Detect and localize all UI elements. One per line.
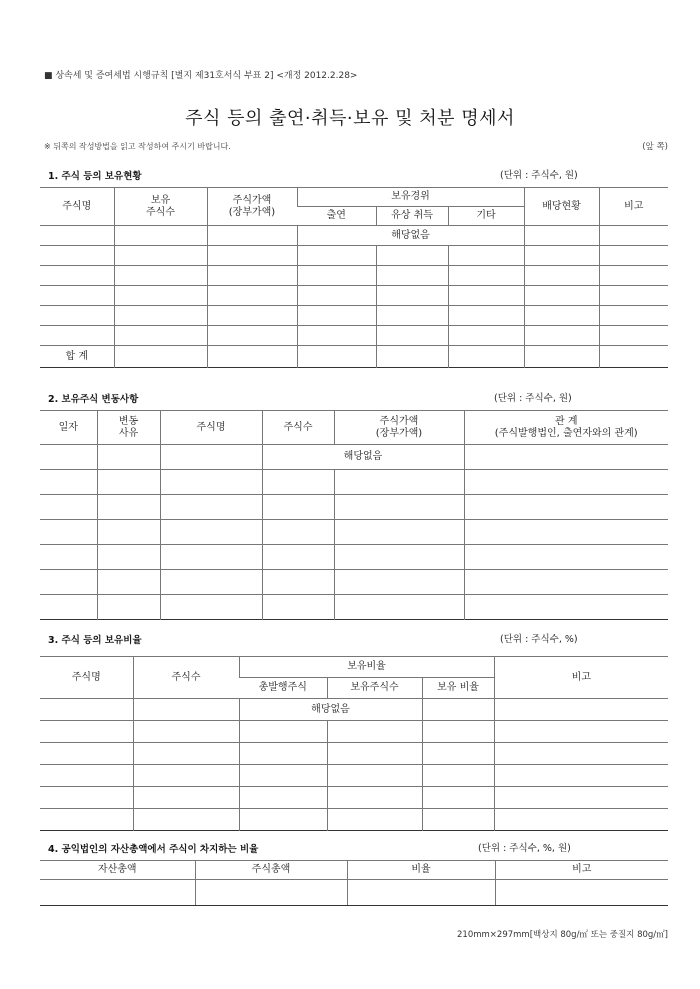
col-stock-price: 주식가액 (장부가액) <box>334 411 464 445</box>
col-remarks: 비고 <box>494 657 668 699</box>
section2-title: 2. 보유주식 변동사항 <box>48 394 139 405</box>
table-row <box>40 765 668 787</box>
col-stock-name: 주식명 <box>40 657 133 699</box>
holding-status-table <box>40 187 668 368</box>
section1-title: 1. 주식 등의 보유현황 <box>48 171 142 182</box>
table-row <box>40 595 668 620</box>
page-side-label: (앞 쪽) <box>642 142 668 152</box>
holding-ratio-table <box>40 656 668 831</box>
col-holding-ratio-group: 보유비율 <box>239 657 494 678</box>
paper-spec: 210mm×297mm[백상지 80g/㎡ 또는 중질지 80g/㎡] <box>457 930 668 940</box>
col-holding-path: 보유경위 <box>297 188 524 207</box>
table-row <box>40 326 668 346</box>
col-holding-ratio: 보유 비율 <box>422 678 494 699</box>
col-paid-acquisition: 유상 취득 <box>376 207 448 226</box>
table-row <box>40 445 668 470</box>
table-row <box>40 880 668 905</box>
col-stock-name: 주식명 <box>160 411 262 445</box>
table-row <box>40 721 668 743</box>
col-remarks: 비고 <box>599 188 668 226</box>
table-row <box>40 306 668 326</box>
table-row <box>40 809 668 831</box>
table-row <box>40 787 668 809</box>
section4-unit: (단위 : 주식수, %, 원) <box>478 843 571 854</box>
col-other: 기타 <box>448 207 524 226</box>
empty-notice: 해당없음 <box>297 226 524 246</box>
col-remarks: 비고 <box>495 861 668 880</box>
col-held-shares: 보유주식수 <box>327 678 422 699</box>
asset-ratio-table <box>40 860 668 905</box>
col-stock-price: 주식가액 (장부가액) <box>207 188 297 226</box>
col-total-assets: 자산총액 <box>40 861 195 880</box>
section3-unit: (단위 : 주식수, %) <box>500 634 578 645</box>
section1-unit: (단위 : 주식수, 원) <box>500 170 578 181</box>
empty-notice: 해당없음 <box>262 445 464 470</box>
col-shares: 주식수 <box>133 657 239 699</box>
instruction-note: ※ 뒤쪽의 작성방법을 읽고 작성하여 주시기 바랍니다. <box>44 142 231 151</box>
col-ratio: 비율 <box>347 861 495 880</box>
col-held-shares: 보유 주식수 <box>114 188 207 226</box>
col-stock-total: 주식총액 <box>195 861 347 880</box>
table-row <box>40 570 668 595</box>
col-date: 일자 <box>40 411 97 445</box>
table-row <box>40 699 668 721</box>
col-total-issued: 총발행주식 <box>239 678 327 699</box>
table-row <box>40 266 668 286</box>
table-row <box>40 743 668 765</box>
col-dividend: 배당현황 <box>524 188 599 226</box>
section2-unit: (단위 : 주식수, 원) <box>494 393 572 404</box>
total-row <box>40 346 668 368</box>
table-row <box>40 286 668 306</box>
table-row <box>40 470 668 495</box>
section4-title: 4. 공익법인의 자산총액에서 주식이 차지하는 비율 <box>48 844 259 855</box>
total-label: 합 계 <box>40 346 114 368</box>
table-row <box>40 246 668 266</box>
col-change-reason: 변동 사유 <box>97 411 160 445</box>
col-stock-name: 주식명 <box>40 188 114 226</box>
table-row <box>40 520 668 545</box>
form-reference-line: ■ 상속세 및 증여세법 시행규칙 [별지 제31호서식 부표 2] <개정 2012.2.28> <box>44 71 358 81</box>
col-relation: 관 계 (주식발행법인, 출연자와의 관계) <box>464 411 668 445</box>
holding-change-table <box>40 410 668 620</box>
table-row <box>40 226 668 246</box>
table-row <box>40 495 668 520</box>
bottom-rule <box>40 905 668 906</box>
table-row <box>40 545 668 570</box>
col-contribution: 출연 <box>297 207 376 226</box>
col-shares: 주식수 <box>262 411 334 445</box>
section3-title: 3. 주식 등의 보유비율 <box>48 635 142 646</box>
page-title: 주식 등의 출연·취득·보유 및 처분 명세서 <box>185 108 515 129</box>
empty-notice: 해당없음 <box>239 699 422 721</box>
